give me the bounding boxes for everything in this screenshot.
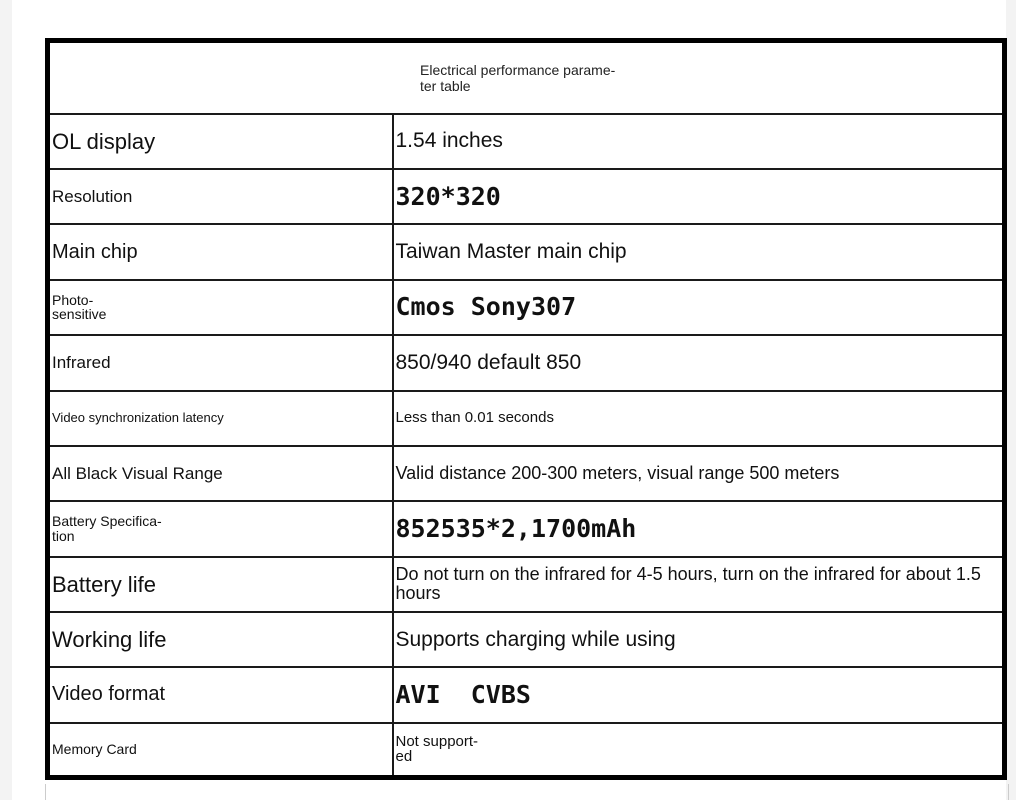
row-label: Main chip (48, 224, 393, 279)
table-title-row (48, 41, 1005, 114)
row-label: Infrared (48, 335, 393, 390)
table-row (48, 446, 1005, 501)
row-value: Do not turn on the infrared for 4-5 hours, turn on the infrared for about 1.5 hours (393, 557, 1005, 612)
table-row (48, 335, 1005, 390)
table-row (48, 501, 1005, 556)
row-label: Battery Specifica- tion (48, 501, 393, 556)
electrical-parameter-table (45, 38, 1007, 780)
table-row (48, 557, 1005, 612)
row-value: Less than 0.01 seconds (393, 391, 1005, 446)
table-title: Electrical performance parame- ter table (420, 61, 616, 94)
row-value: Cmos Sony307 (393, 280, 1005, 335)
row-value: 320*320 (393, 169, 1005, 224)
table-row (48, 723, 1005, 778)
table-row (48, 224, 1005, 279)
row-value: 850/940 default 850 (393, 335, 1005, 390)
row-label: OL display (48, 114, 393, 169)
row-value: 852535*2,1700mAh (393, 501, 1005, 556)
row-label: Video synchronization latency (48, 391, 393, 446)
row-value: 1.54 inches (393, 114, 1005, 169)
row-label: Battery life (48, 557, 393, 612)
row-value: Supports charging while using (393, 612, 1005, 667)
page-bottom-margin (45, 784, 1009, 800)
row-value: Taiwan Master main chip (393, 224, 1005, 279)
document-page (12, 0, 1006, 800)
table-title-cell (48, 41, 1005, 114)
table-row (48, 280, 1005, 335)
row-label: All Black Visual Range (48, 446, 393, 501)
row-label: Video format (48, 667, 393, 722)
row-label: Memory Card (48, 723, 393, 778)
row-value: AVI CVBS (393, 667, 1005, 722)
row-value: Not support- ed (393, 723, 1005, 778)
row-value: Valid distance 200-300 meters, visual range 500 meters (393, 446, 1005, 501)
row-label: Photo- sensitive (48, 280, 393, 335)
table-row (48, 391, 1005, 446)
row-label: Working life (48, 612, 393, 667)
table-row (48, 667, 1005, 722)
row-label: Resolution (48, 169, 393, 224)
table-row (48, 612, 1005, 667)
table-row (48, 114, 1005, 169)
table-row (48, 169, 1005, 224)
